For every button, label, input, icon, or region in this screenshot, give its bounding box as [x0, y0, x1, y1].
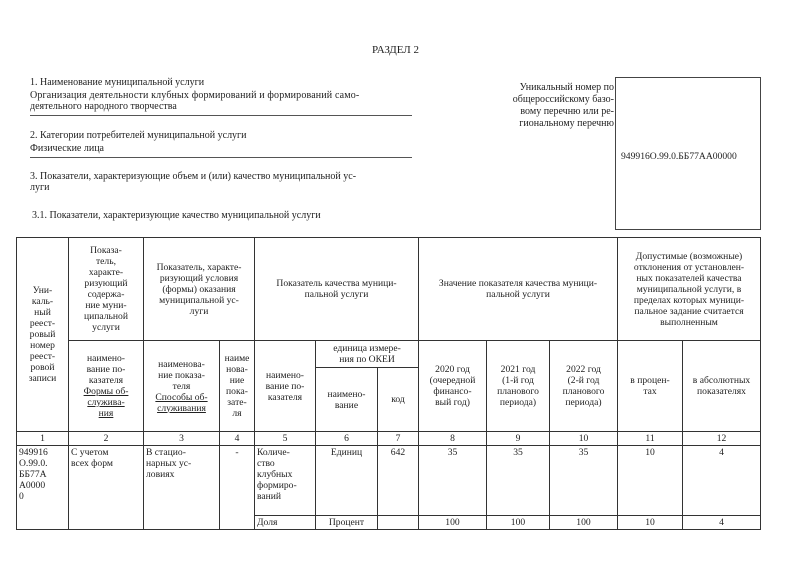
unique-number-box [615, 77, 761, 230]
item31-label: 3.1. Показатели, характеризующие качество муниципальной услуги [32, 210, 321, 221]
row-value-2020: 35 [419, 446, 487, 516]
header-deviation: Допустимые (возможные) отклонения от установлен- ных показателей качества муниципальной услуги, в пределах которых муници- пальное задание считается выполненным [618, 238, 761, 341]
item2-value: Физические лица [30, 143, 104, 154]
unique-number-label [496, 82, 614, 130]
item1-value-line2: деятельного народного творчества [30, 101, 177, 112]
item3-line2: луги [30, 182, 50, 193]
row-condition2: - [220, 446, 255, 530]
header-okei-code: код [378, 368, 419, 432]
section-title: РАЗДЕЛ 2 [372, 44, 420, 56]
row-unit: Единиц [316, 446, 378, 516]
header-row-1 [17, 238, 761, 341]
column-number: 4 [220, 432, 255, 446]
header-cond-name1-methods: Способы об- служивания [155, 391, 208, 414]
header-okei: единица измере- ния по ОКЕИ [316, 341, 419, 368]
row-code: 642 [378, 446, 419, 516]
column-numbers-row [17, 432, 761, 446]
unique-number-label-line: общероссийскому базо- [512, 94, 614, 105]
row-deviation-absolute: 4 [683, 446, 761, 516]
header-content-name-text: наимено- вание по- казателя [86, 353, 126, 386]
header-quality-value: Значение показателя качества муници- пальной услуги [419, 238, 618, 341]
column-number: 6 [316, 432, 378, 446]
header-cond-name1 [144, 341, 220, 432]
header-conditions-indicator: Показатель, характе- ризующий условия (формы) оказания муниципальной ус- луги [144, 238, 255, 341]
column-number: 1 [17, 432, 69, 446]
row-code [378, 516, 419, 530]
column-number: 9 [487, 432, 550, 446]
row-condition1: В стацио- нарных ус- ловиях [144, 446, 220, 530]
header-okei-name: наимено- вание [316, 368, 378, 432]
table-row [17, 446, 761, 516]
column-number: 10 [550, 432, 618, 446]
row-deviation-percent: 10 [618, 516, 683, 530]
header-content-indicator: Показа- тель, характе- ризующий содержа- ние муни- ципальной услуги [69, 238, 144, 341]
row-content: С учетом всех форм [69, 446, 144, 530]
header-year-2022: 2022 год (2-й год планового периода) [550, 341, 618, 432]
header-row-2 [17, 341, 761, 368]
column-number: 12 [683, 432, 761, 446]
header-quality-name: наимено- вание по- казателя [255, 341, 316, 432]
row-indicator: Количе- ство клубных формиро- ваний [255, 446, 316, 516]
header-year-2020: 2020 год (очередной финансо- вый год) [419, 341, 487, 432]
header-cond-name1-text: наименова- ние показа- теля [158, 358, 205, 392]
row-value-2020: 100 [419, 516, 487, 530]
item1-value-line1: Организация деятельности клубных формирований и формирований само- [30, 90, 360, 101]
unique-number-label-line: вому перечню или ре- [520, 106, 614, 117]
header-quality-indicator: Показатель качества муници- пальной услуги [255, 238, 419, 341]
header-year-2021: 2021 год (1-й год планового периода) [487, 341, 550, 432]
column-number: 2 [69, 432, 144, 446]
item3-line1: 3. Показатели, характеризующие объем и (или) качество муниципальной ус- [30, 171, 357, 182]
item1-label: 1. Наименование муниципальной услуги [30, 77, 205, 88]
column-number: 7 [378, 432, 419, 446]
header-unique-number: Уни- каль- ный реест- ровый номер реест- ровой записи [17, 238, 69, 432]
unique-number-label-line: Уникальный номер по [519, 82, 614, 93]
row-value-2021: 35 [487, 446, 550, 516]
item1-underline [30, 115, 412, 116]
header-content-name-forms: Формы об- служива- ния [83, 386, 129, 419]
row-value-2022: 100 [550, 516, 618, 530]
column-number: 11 [618, 432, 683, 446]
header-cond-name2: наиме нова- ние пока- зате- ля [220, 341, 255, 432]
row-value-2022: 35 [550, 446, 618, 516]
row-indicator: Доля [255, 516, 316, 530]
header-deviation-percent: в процен- тах [618, 341, 683, 432]
column-number: 3 [144, 432, 220, 446]
quality-indicators-table [16, 237, 761, 530]
row-deviation-absolute: 4 [683, 516, 761, 530]
header-deviation-absolute: в абсолютных показателях [683, 341, 761, 432]
unique-number-label-line: гиональному перечню [519, 118, 614, 129]
row-deviation-percent: 10 [618, 446, 683, 516]
item2-label: 2. Категории потребителей муниципальной услуги [30, 130, 247, 141]
item2-underline [30, 157, 412, 158]
column-number: 5 [255, 432, 316, 446]
column-number: 8 [419, 432, 487, 446]
header-content-name [69, 341, 144, 432]
unique-number-value: 949916О.99.0.ББ77АА00000 [621, 151, 737, 162]
row-unique-number: 949916 О.99.0. ББ77А А0000 0 [17, 446, 69, 530]
row-value-2021: 100 [487, 516, 550, 530]
row-unit: Процент [316, 516, 378, 530]
